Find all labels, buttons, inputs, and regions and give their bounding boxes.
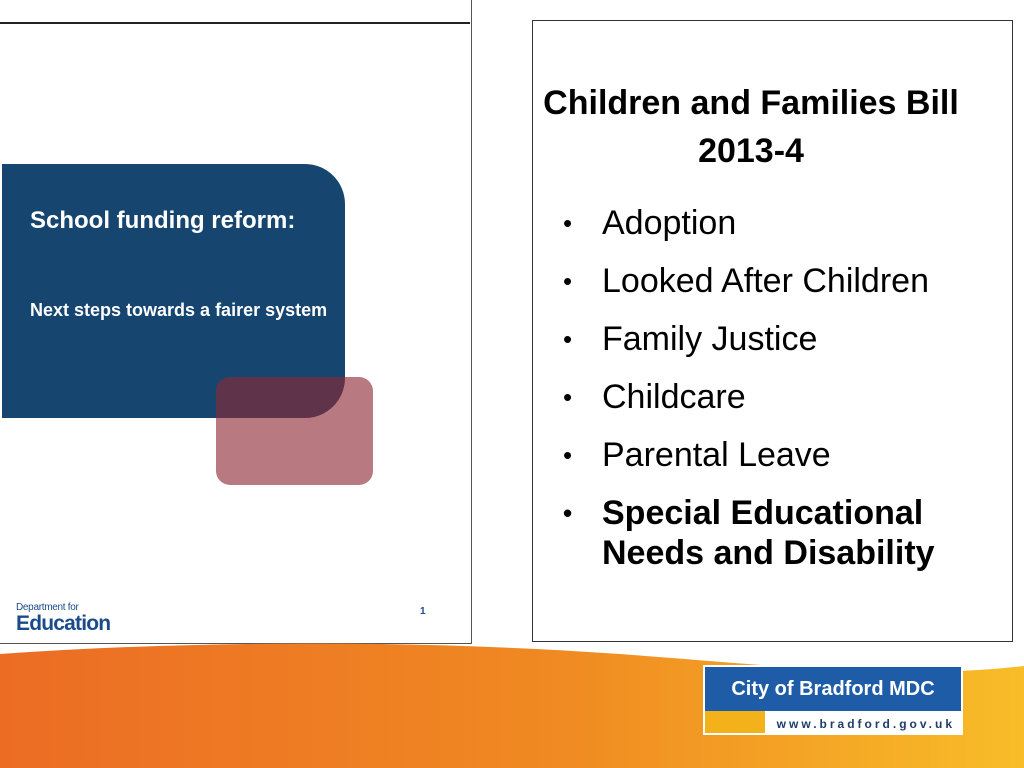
list-item: [563, 319, 1008, 359]
list-item-label: Special Educational Needs and Disability: [602, 494, 935, 572]
bullet-icon: •: [563, 266, 573, 296]
list-item: [563, 435, 1008, 475]
bullet-icon: •: [563, 440, 573, 470]
dfe-logo: [16, 602, 136, 635]
list-item-label: Parental Leave: [602, 436, 831, 474]
list-item: [563, 493, 1008, 573]
cover-subtitle: Next steps towards a fairer system: [30, 300, 328, 320]
list-item: [563, 261, 1008, 301]
dfe-logo-big-text: Education: [16, 612, 111, 635]
bullet-icon: •: [563, 324, 573, 354]
cover-title: School funding reform:: [30, 207, 296, 234]
list-item-label: Family Justice: [602, 320, 818, 358]
bradford-org-name: City of Bradford MDC: [705, 667, 961, 711]
bill-bullet-list: [563, 203, 1008, 591]
bradford-logo-accent: [705, 711, 765, 733]
cover-page-number: 1: [420, 606, 426, 617]
bradford-url: www.bradford.gov.uk: [776, 717, 955, 731]
list-item-label: Childcare: [602, 378, 746, 416]
bill-title: Children and Families Bill 2013-4: [543, 84, 959, 170]
list-item: [563, 377, 1008, 417]
bullet-icon: •: [563, 208, 573, 238]
dfe-logo-small-text: Department for: [16, 602, 79, 613]
cover-red-overlay: [216, 377, 373, 485]
list-item-label: Looked After Children: [602, 262, 929, 300]
bullet-icon: •: [563, 498, 573, 528]
list-item-label: Adoption: [602, 204, 737, 242]
list-item: [563, 203, 1008, 243]
cover-top-rule: [0, 22, 470, 24]
bullet-icon: •: [563, 382, 573, 412]
bradford-logo: [703, 665, 963, 735]
report-cover-image: [0, 0, 472, 644]
bill-text-box: [532, 20, 1013, 642]
